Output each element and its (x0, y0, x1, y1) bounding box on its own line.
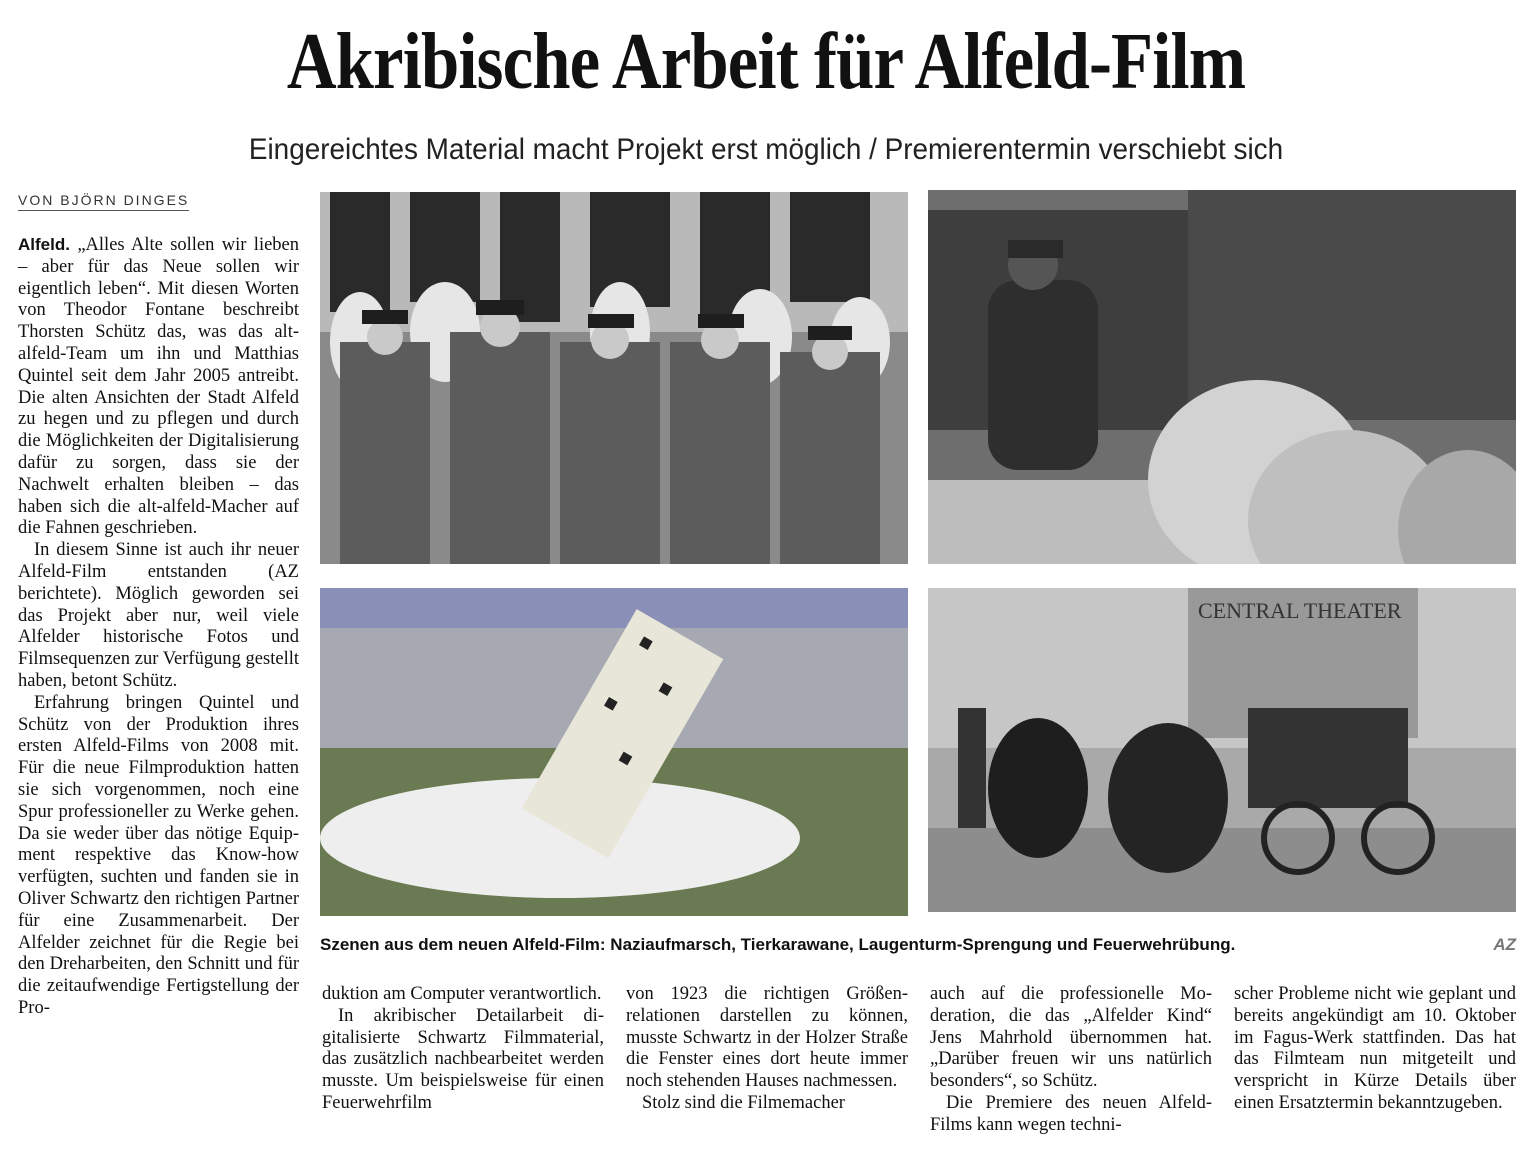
photo-nazi-parade (320, 192, 908, 564)
article-column-1 (18, 234, 299, 1020)
paragraph: auch auf die professionelle Moderation, die das „Alfelder Kind“ Jens Mahrhold übernommen hat. „Darüber freuen wir uns natürlich besonders“, so Schütz. (930, 984, 1212, 1092)
paragraph: In diesem Sinne ist auch ihr neuer Alfeld-Film entstanden (AZ berichtete). Möglich geworden sei das Projekt aber nur, weil viele Alfelder historische Fotos und Filmsequenzen zur Verfügung gestellt haben, betont Schütz. (18, 540, 299, 691)
paragraph: scher Probleme nicht wie geplant und bereits angekündigt am 10. Oktober im Fagus-Werk stattfinden. Das hat das Filmteam nun mitgeteilt und verspricht in Kürze Details über einen Ersatztermin bekanntzugeben. (1234, 984, 1516, 1113)
central-theater-sign: CENTRAL THEATER (1198, 598, 1402, 623)
article-column-5 (1234, 984, 1516, 1115)
caption-text: Szenen aus dem neuen Alfeld-Film: Naziaufmarsch, Tierkarawane, Laugenturm-Sprengung und Feuerwehrübung. (320, 935, 1236, 954)
paragraph: Die Premiere des neuen Alfeld-Films kann wegen techni- (930, 1092, 1212, 1135)
article-column-4 (930, 984, 1212, 1137)
paragraph: von 1923 die richtigen Größenrelationen darstellen zu können, musste Schwartz in der Holzer Straße die Fenster eines dort heute immer noch stehenden Hauses nachmessen. (626, 984, 908, 1092)
dateline: Alfeld. (18, 235, 70, 254)
article-column-2 (322, 984, 604, 1115)
subheadline: Eingereichtes Material macht Projekt erst möglich / Premierentermin verschiebt sich (248, 133, 1284, 166)
photo-tower-demolition (320, 588, 908, 916)
article-column-3 (626, 984, 908, 1115)
photo-elephant-caravan (928, 190, 1516, 564)
paragraph: duktion am Computer verantwortlich. (322, 984, 602, 1004)
headline: Akribische Arbeit für Alfeld-Film (286, 18, 1246, 106)
photo-fire-brigade-drill (928, 588, 1516, 912)
paragraph: Erfahrung bringen Quintel und Schütz von der Produktion ihres ersten Alfeld-Films von 2008 mit. Für die neue Filmproduktion hatten sie sich vorgenommen, noch eine Spur professioneller zu Werke gehen. Da sie weder über das nötige Equipment respektive das Know-how verfügten, suchten und fanden sie in Oliver Schwartz den richtigen Partner für eine Zusammenarbeit. Der Alfelder zeichnet für die Regie bei den Dreharbeiten, den Schnitt und für die zeitaufwendige Fertigstellung der Pro- (18, 692, 299, 1018)
paragraph: In akribischer Detailarbeit digitalisierte Schwartz Filmmaterial, das zusätzlich nachbearbeitet werden musste. Um beispielsweise für einen Feuerwehrfilm (322, 1005, 604, 1113)
paragraph (18, 234, 299, 540)
photo-caption (320, 935, 1520, 955)
paragraph-text: „Alles Alte sollen wir lieben – aber für das Neue sollen wir eigentlich leben“. Mit diesen Worten von Theodor Fontane beschreibt Thorsten Schütz das, was das alt-alfeld-Team um ihn und Matthias Quintel seit dem Jahr 2005 antreibt. Die alten Ansichten der Stadt Alfeld zu hegen und zu pflegen und durch die Möglichkeiten der Digitalisierung dafür zu sorgen, dass sie der Nachwelt erhalten bleiben – das haben sich die alt-alfeld-Macher auf die Fahnen geschrieben. (18, 235, 300, 539)
byline: VON BJÖRN DINGES (18, 192, 189, 211)
paragraph: Stolz sind die Filmemacher (642, 1092, 845, 1113)
photo-credit: AZ (1493, 935, 1516, 954)
